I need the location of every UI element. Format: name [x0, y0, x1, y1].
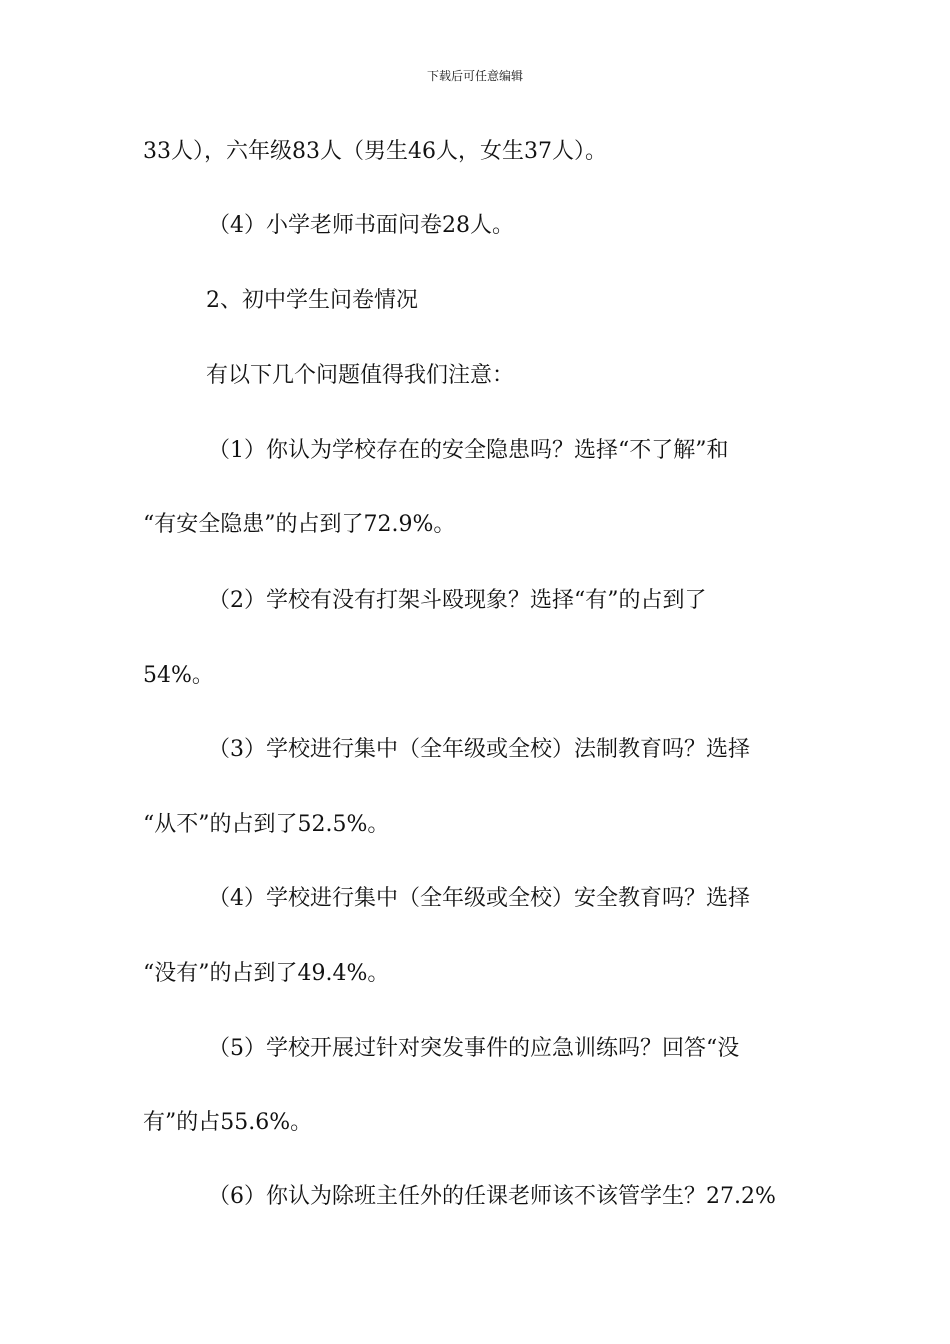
- question-3-line-2: “从不”的占到了52.5%。: [143, 812, 390, 837]
- question-1-line-2: “有安全隐患”的占到了72.9%。: [143, 512, 456, 537]
- text-line-1: 33人），六年级83人（男生46人，女生37人）。: [143, 139, 607, 164]
- question-5-line-2: 有”的占55.6%。: [143, 1110, 313, 1135]
- question-6-line-1: （6）你认为除班主任外的任课老师该不该管学生？27.2%: [208, 1184, 776, 1209]
- header-note: 下载后可任意编辑: [426, 69, 523, 83]
- question-2-line-2: 54%。: [143, 663, 214, 688]
- question-3-line-1: （3）学校进行集中（全年级或全校）法制教育吗？选择: [208, 737, 750, 762]
- text-line-2: （4）小学老师书面问卷28人。: [208, 213, 514, 238]
- question-4-line-1: （4）学校进行集中（全年级或全校）安全教育吗？选择: [208, 886, 750, 911]
- question-1-line-1: （1）你认为学校存在的安全隐患吗？选择“不了解”和: [208, 438, 729, 463]
- question-4-line-2: “没有”的占到了49.4%。: [143, 961, 390, 986]
- question-2-line-1: （2）学校有没有打架斗殴现象？选择“有”的占到了: [208, 588, 707, 613]
- section-heading: 2、初中学生问卷情况: [206, 288, 418, 313]
- question-5-line-1: （5）学校开展过针对突发事件的应急训练吗？回答“没: [208, 1036, 740, 1061]
- text-line-4: 有以下几个问题值得我们注意：: [206, 363, 515, 388]
